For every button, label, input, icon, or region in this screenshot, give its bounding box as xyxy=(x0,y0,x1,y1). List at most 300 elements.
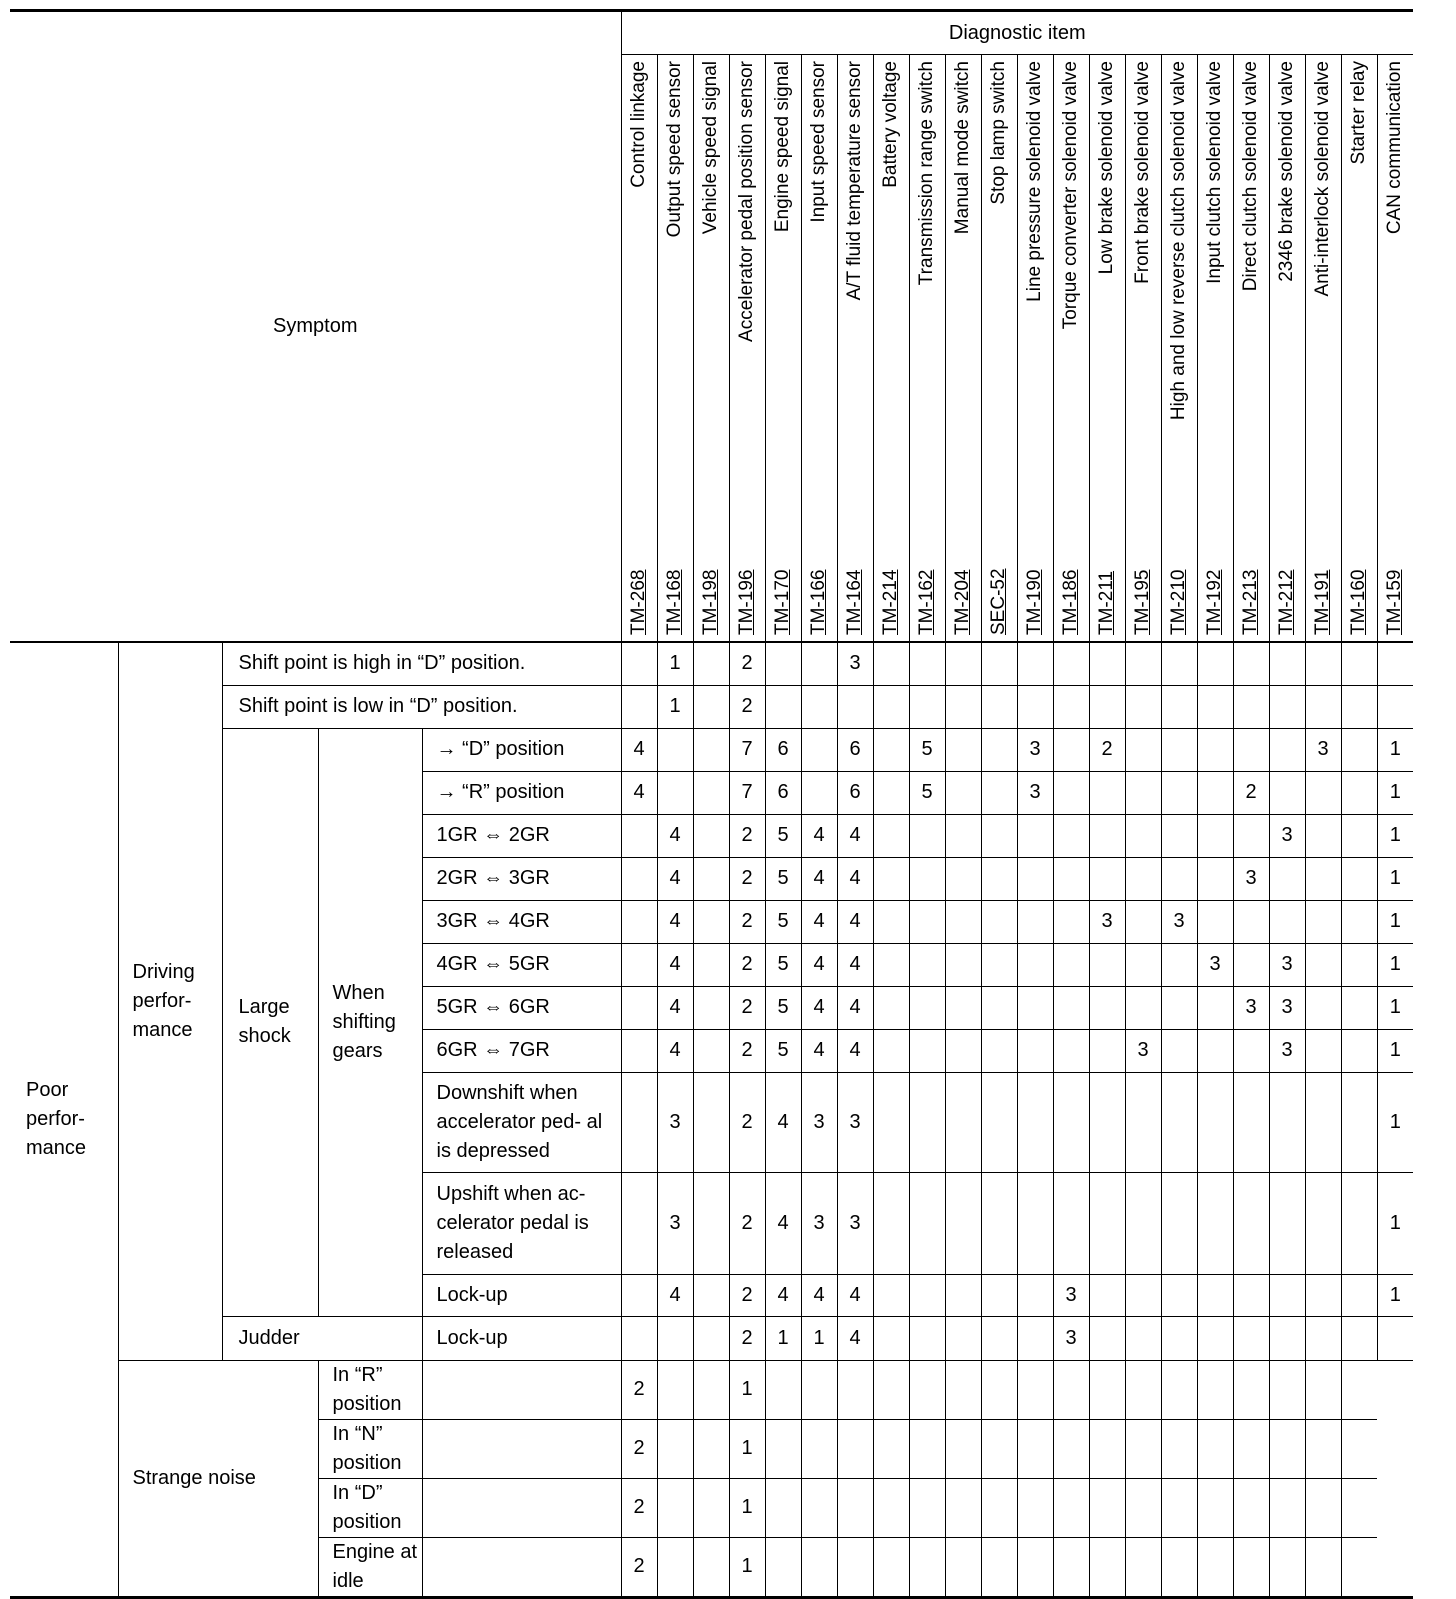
priority-cell xyxy=(873,857,909,900)
priority-cell xyxy=(621,1316,657,1360)
item-header-11 xyxy=(1017,55,1053,643)
item-header-text xyxy=(1199,61,1231,635)
priority-cell xyxy=(1161,1029,1197,1072)
item-reference-link[interactable]: TM-212 xyxy=(1276,569,1297,635)
priority-cell xyxy=(801,642,837,685)
priority-cell xyxy=(981,728,1017,771)
item-header-18 xyxy=(1269,55,1305,643)
priority-cell xyxy=(1161,1072,1197,1172)
priority-cell xyxy=(765,685,801,728)
priority-cell xyxy=(1017,1029,1053,1072)
symptom-label: Lock-up xyxy=(422,1316,621,1360)
priority-cell xyxy=(693,685,729,728)
priority-cell xyxy=(1017,1274,1053,1316)
priority-cell: 3 xyxy=(1161,900,1197,943)
priority-cell: 2 xyxy=(729,986,765,1029)
priority-cell xyxy=(981,1274,1017,1316)
priority-cell xyxy=(1341,857,1377,900)
symptom-label: → “R” position xyxy=(422,771,621,814)
priority-cell xyxy=(1233,728,1269,771)
priority-cell xyxy=(1017,986,1053,1029)
priority-cell: 3 xyxy=(1269,814,1305,857)
priority-cell xyxy=(1053,771,1089,814)
item-name: Engine speed signal xyxy=(772,61,793,233)
priority-cell xyxy=(873,728,909,771)
priority-cell xyxy=(801,1537,837,1597)
priority-cell xyxy=(1017,1072,1053,1172)
priority-cell: 2 xyxy=(729,943,765,986)
priority-cell xyxy=(1341,1360,1377,1419)
priority-cell: 6 xyxy=(765,771,801,814)
priority-cell: 1 xyxy=(1377,900,1413,943)
priority-cell xyxy=(1017,943,1053,986)
item-reference-link[interactable]: TM-196 xyxy=(736,569,757,635)
priority-cell: 5 xyxy=(765,1029,801,1072)
priority-cell: 2 xyxy=(729,642,765,685)
priority-cell xyxy=(1125,986,1161,1029)
priority-cell xyxy=(945,1274,981,1316)
priority-cell xyxy=(693,1537,729,1597)
item-header-text xyxy=(1055,61,1087,635)
priority-cell: 4 xyxy=(801,943,837,986)
priority-cell xyxy=(1125,1478,1161,1537)
priority-cell xyxy=(621,642,657,685)
item-name: Line pressure solenoid valve xyxy=(1024,61,1045,302)
priority-cell xyxy=(1269,1360,1305,1419)
priority-cell xyxy=(1341,685,1377,728)
priority-cell xyxy=(1125,943,1161,986)
symptom-label: In “N” position xyxy=(318,1419,422,1478)
priority-cell xyxy=(945,1072,981,1172)
priority-cell: 3 xyxy=(1269,1029,1305,1072)
item-header-17 xyxy=(1233,55,1269,643)
priority-cell: 5 xyxy=(765,857,801,900)
priority-cell xyxy=(1305,1172,1341,1274)
item-header-2 xyxy=(693,55,729,643)
item-name: Manual mode switch xyxy=(952,61,973,235)
symptom-label: 2GR ⇔ 3GR xyxy=(422,857,621,900)
priority-cell: 3 xyxy=(1053,1274,1089,1316)
priority-cell xyxy=(1161,943,1197,986)
priority-cell xyxy=(1161,986,1197,1029)
priority-cell xyxy=(909,943,945,986)
priority-cell: 4 xyxy=(801,814,837,857)
priority-cell xyxy=(693,1072,729,1172)
priority-cell xyxy=(1269,1478,1305,1537)
priority-cell: 2 xyxy=(729,1072,765,1172)
priority-cell: 6 xyxy=(765,728,801,771)
priority-cell xyxy=(693,1172,729,1274)
item-header-1 xyxy=(657,55,693,643)
priority-cell xyxy=(1125,1537,1161,1597)
priority-cell xyxy=(909,857,945,900)
priority-cell xyxy=(909,1274,945,1316)
priority-cell xyxy=(1197,642,1233,685)
item-header-text xyxy=(659,61,691,635)
item-header-7 xyxy=(873,55,909,643)
priority-cell xyxy=(909,642,945,685)
priority-cell: 4 xyxy=(657,857,693,900)
priority-cell xyxy=(1017,642,1053,685)
diagnostic-table xyxy=(10,9,1413,1599)
priority-cell: 2 xyxy=(729,1316,765,1360)
priority-cell xyxy=(945,642,981,685)
priority-cell: 2 xyxy=(729,685,765,728)
priority-cell xyxy=(1341,943,1377,986)
item-header-14 xyxy=(1125,55,1161,643)
item-reference-link[interactable]: TM-160 xyxy=(1348,569,1369,635)
priority-cell xyxy=(1089,1478,1125,1537)
priority-cell xyxy=(1305,1072,1341,1172)
priority-cell xyxy=(873,1072,909,1172)
priority-cell xyxy=(945,771,981,814)
priority-cell: 2 xyxy=(729,900,765,943)
priority-cell xyxy=(1053,1478,1089,1537)
priority-cell xyxy=(1233,685,1269,728)
priority-cell xyxy=(1341,642,1377,685)
priority-cell xyxy=(693,1274,729,1316)
priority-cell: 4 xyxy=(837,814,873,857)
priority-cell xyxy=(1269,900,1305,943)
priority-cell xyxy=(981,1478,1017,1537)
item-header-text xyxy=(1019,61,1051,635)
priority-cell xyxy=(1341,728,1377,771)
priority-cell xyxy=(1269,771,1305,814)
priority-cell xyxy=(1017,814,1053,857)
priority-cell xyxy=(945,943,981,986)
item-name: High and low reverse clutch solenoid valve xyxy=(1168,61,1189,421)
priority-cell: 3 xyxy=(1089,900,1125,943)
priority-cell xyxy=(909,986,945,1029)
item-header-text xyxy=(911,61,943,635)
priority-cell xyxy=(873,1172,909,1274)
priority-cell: 4 xyxy=(657,1029,693,1072)
priority-cell xyxy=(1233,1172,1269,1274)
item-header-4 xyxy=(765,55,801,643)
priority-cell xyxy=(873,1274,909,1316)
priority-cell: 4 xyxy=(837,1274,873,1316)
priority-cell xyxy=(1197,1316,1233,1360)
priority-cell: 3 xyxy=(1269,986,1305,1029)
item-header-text xyxy=(731,61,763,635)
priority-cell xyxy=(1341,1029,1377,1072)
priority-cell: 3 xyxy=(1125,1029,1161,1072)
priority-cell: 4 xyxy=(621,771,657,814)
priority-cell: 1 xyxy=(657,642,693,685)
priority-cell xyxy=(945,1360,981,1419)
item-reference-link[interactable]: TM-166 xyxy=(808,569,829,635)
priority-cell xyxy=(1233,1072,1269,1172)
item-reference-link[interactable]: TM-168 xyxy=(664,569,685,635)
item-header-13 xyxy=(1089,55,1125,643)
table-row xyxy=(10,642,1413,685)
priority-cell: 2 xyxy=(729,1274,765,1316)
priority-cell xyxy=(1269,1172,1305,1274)
priority-cell xyxy=(1161,1360,1197,1419)
item-reference-link[interactable]: TM-268 xyxy=(628,569,649,635)
priority-cell xyxy=(1053,1537,1089,1597)
priority-cell: 2 xyxy=(621,1360,657,1419)
priority-cell: 6 xyxy=(837,771,873,814)
priority-cell xyxy=(1341,1072,1377,1172)
priority-cell xyxy=(981,642,1017,685)
symptom-label: → “D” position xyxy=(422,728,621,771)
item-header-21 xyxy=(1377,55,1413,643)
priority-cell xyxy=(1161,642,1197,685)
priority-cell xyxy=(1053,685,1089,728)
item-header-text xyxy=(1127,61,1159,635)
priority-cell xyxy=(981,1029,1017,1072)
priority-cell xyxy=(1197,1072,1233,1172)
priority-cell xyxy=(1089,943,1125,986)
priority-cell xyxy=(1161,1316,1197,1360)
priority-cell xyxy=(1197,728,1233,771)
priority-cell xyxy=(1305,1537,1341,1597)
priority-cell xyxy=(1233,943,1269,986)
symptom-label: Shift point is high in “D” position. xyxy=(222,642,621,685)
priority-cell: 4 xyxy=(837,1029,873,1072)
priority-cell xyxy=(1089,771,1125,814)
priority-cell xyxy=(1305,1478,1341,1537)
item-header-text xyxy=(767,61,799,635)
priority-cell xyxy=(621,1072,657,1172)
priority-cell xyxy=(873,986,909,1029)
priority-cell xyxy=(873,1360,909,1419)
priority-cell: 2 xyxy=(729,814,765,857)
item-header-10 xyxy=(981,55,1017,643)
item-reference-link[interactable]: TM-195 xyxy=(1132,569,1153,635)
priority-cell xyxy=(1233,1360,1269,1419)
priority-cell xyxy=(873,943,909,986)
item-header-16 xyxy=(1197,55,1233,643)
priority-cell: 1 xyxy=(1377,1072,1413,1172)
priority-cell xyxy=(1125,1419,1161,1478)
priority-cell xyxy=(1053,986,1089,1029)
priority-cell: 1 xyxy=(1377,814,1413,857)
priority-cell xyxy=(873,1419,909,1478)
priority-cell xyxy=(909,685,945,728)
priority-cell xyxy=(621,1274,657,1316)
category-driving-performance: Driving perfor- mance xyxy=(118,642,222,1360)
priority-cell xyxy=(693,771,729,814)
priority-cell: 4 xyxy=(837,943,873,986)
priority-cell xyxy=(1197,1419,1233,1478)
priority-cell xyxy=(1089,986,1125,1029)
priority-cell xyxy=(765,642,801,685)
category-when-shifting-gears: When shifting gears xyxy=(318,728,422,1316)
priority-cell xyxy=(801,1419,837,1478)
priority-cell xyxy=(873,1478,909,1537)
priority-cell xyxy=(837,1360,873,1419)
priority-cell xyxy=(657,1419,693,1478)
priority-cell xyxy=(422,1478,621,1537)
item-header-8 xyxy=(909,55,945,643)
item-header-20 xyxy=(1341,55,1377,643)
item-reference-link[interactable]: TM-213 xyxy=(1240,569,1261,635)
priority-cell xyxy=(945,685,981,728)
item-header-text xyxy=(1271,61,1303,635)
priority-cell: 1 xyxy=(729,1478,765,1537)
item-header-text xyxy=(839,61,871,635)
item-header-text xyxy=(1091,61,1123,635)
priority-cell xyxy=(945,1419,981,1478)
diagnostic-item-header: Diagnostic item xyxy=(621,11,1413,55)
priority-cell xyxy=(693,1419,729,1478)
priority-cell xyxy=(873,1029,909,1072)
priority-cell xyxy=(1377,642,1413,685)
priority-cell xyxy=(1053,857,1089,900)
item-header-text xyxy=(947,61,979,635)
item-reference-link[interactable]: TM-214 xyxy=(880,569,901,635)
item-name: Input speed sensor xyxy=(808,61,829,223)
priority-cell xyxy=(1305,642,1341,685)
priority-cell xyxy=(909,1172,945,1274)
priority-cell xyxy=(1017,900,1053,943)
priority-cell xyxy=(1089,685,1125,728)
priority-cell xyxy=(1197,900,1233,943)
item-reference-link[interactable]: TM-162 xyxy=(916,569,937,635)
priority-cell xyxy=(1125,642,1161,685)
item-reference-link[interactable]: TM-186 xyxy=(1060,569,1081,635)
priority-cell xyxy=(1017,1316,1053,1360)
priority-cell xyxy=(765,1360,801,1419)
priority-cell xyxy=(1269,857,1305,900)
item-name: Control linkage xyxy=(628,61,649,188)
priority-cell xyxy=(1017,1478,1053,1537)
priority-cell xyxy=(1377,1316,1413,1360)
category-strange-noise: Strange noise xyxy=(118,1360,318,1597)
priority-cell xyxy=(837,1537,873,1597)
priority-cell: 3 xyxy=(837,642,873,685)
priority-cell: 4 xyxy=(837,1316,873,1360)
priority-cell xyxy=(1233,814,1269,857)
item-header-text xyxy=(983,61,1015,635)
priority-cell xyxy=(1197,1172,1233,1274)
priority-cell xyxy=(1269,1537,1305,1597)
item-reference-link[interactable]: TM-211 xyxy=(1096,570,1117,635)
item-header-text xyxy=(623,61,655,635)
priority-cell xyxy=(1197,685,1233,728)
priority-cell xyxy=(981,943,1017,986)
priority-cell xyxy=(765,1419,801,1478)
priority-cell xyxy=(1017,857,1053,900)
priority-cell: 1 xyxy=(1377,771,1413,814)
priority-cell xyxy=(801,728,837,771)
priority-cell: 3 xyxy=(837,1172,873,1274)
item-reference-link[interactable]: SEC-52 xyxy=(988,568,1009,635)
priority-cell xyxy=(693,1029,729,1072)
priority-cell xyxy=(945,1537,981,1597)
item-reference-link[interactable]: TM-210 xyxy=(1168,569,1189,635)
priority-cell xyxy=(657,1478,693,1537)
table-body xyxy=(10,642,1413,1597)
priority-cell: 3 xyxy=(1053,1316,1089,1360)
priority-cell xyxy=(1269,685,1305,728)
item-reference-link[interactable]: TM-204 xyxy=(952,569,973,635)
priority-cell xyxy=(693,728,729,771)
priority-cell xyxy=(657,1316,693,1360)
item-name: Accelerator pedal position sensor xyxy=(736,61,757,342)
priority-cell xyxy=(945,857,981,900)
priority-cell: 2 xyxy=(729,1172,765,1274)
priority-cell: 1 xyxy=(1377,1274,1413,1316)
priority-cell xyxy=(1305,771,1341,814)
priority-cell xyxy=(909,1360,945,1419)
priority-cell: 5 xyxy=(765,814,801,857)
priority-cell: 1 xyxy=(729,1360,765,1419)
priority-cell: 4 xyxy=(657,814,693,857)
priority-cell xyxy=(1089,1172,1125,1274)
priority-cell xyxy=(1305,1419,1341,1478)
item-header-12 xyxy=(1053,55,1089,643)
priority-cell: 2 xyxy=(621,1419,657,1478)
priority-cell xyxy=(1305,986,1341,1029)
priority-cell xyxy=(873,900,909,943)
priority-cell xyxy=(1197,771,1233,814)
priority-cell xyxy=(801,1478,837,1537)
priority-cell xyxy=(1053,814,1089,857)
priority-cell: 1 xyxy=(1377,728,1413,771)
priority-cell: 1 xyxy=(1377,986,1413,1029)
table-row xyxy=(10,1360,1413,1419)
priority-cell xyxy=(909,814,945,857)
priority-cell: 3 xyxy=(1233,857,1269,900)
priority-cell xyxy=(1305,814,1341,857)
priority-cell xyxy=(909,1419,945,1478)
item-header-15 xyxy=(1161,55,1197,643)
symptom-header: Symptom xyxy=(10,11,621,643)
item-name: Starter relay xyxy=(1348,61,1369,165)
priority-cell xyxy=(1053,642,1089,685)
priority-cell xyxy=(1377,685,1413,728)
item-reference-link[interactable]: TM-191 xyxy=(1312,569,1333,635)
priority-cell xyxy=(873,814,909,857)
item-reference-link[interactable]: TM-192 xyxy=(1204,569,1225,635)
symptom-label: In “D” position xyxy=(318,1478,422,1537)
priority-cell: 5 xyxy=(765,986,801,1029)
priority-cell xyxy=(1161,1172,1197,1274)
priority-cell: 3 xyxy=(801,1072,837,1172)
priority-cell xyxy=(1269,1072,1305,1172)
priority-cell xyxy=(1197,1360,1233,1419)
item-reference-link[interactable]: TM-164 xyxy=(844,569,865,635)
priority-cell xyxy=(981,986,1017,1029)
priority-cell xyxy=(837,1478,873,1537)
priority-cell: 4 xyxy=(801,857,837,900)
item-header-9 xyxy=(945,55,981,643)
priority-cell xyxy=(1089,1419,1125,1478)
priority-cell xyxy=(1053,900,1089,943)
item-reference-link[interactable]: TM-190 xyxy=(1024,569,1045,635)
item-reference-link[interactable]: TM-198 xyxy=(700,569,721,635)
priority-cell xyxy=(1233,642,1269,685)
priority-cell xyxy=(1233,1274,1269,1316)
priority-cell xyxy=(1305,685,1341,728)
item-name: Vehicle speed signal xyxy=(700,61,721,235)
item-reference-link[interactable]: TM-159 xyxy=(1384,569,1406,635)
priority-cell: 4 xyxy=(765,1274,801,1316)
priority-cell xyxy=(1197,1478,1233,1537)
priority-cell: 4 xyxy=(837,986,873,1029)
priority-cell xyxy=(873,1316,909,1360)
priority-cell xyxy=(621,857,657,900)
priority-cell xyxy=(1053,728,1089,771)
priority-cell: 4 xyxy=(657,1274,693,1316)
priority-cell: 1 xyxy=(729,1537,765,1597)
item-reference-link[interactable]: TM-170 xyxy=(772,569,793,635)
priority-cell: 3 xyxy=(1017,728,1053,771)
item-name: Battery voltage xyxy=(880,61,901,188)
